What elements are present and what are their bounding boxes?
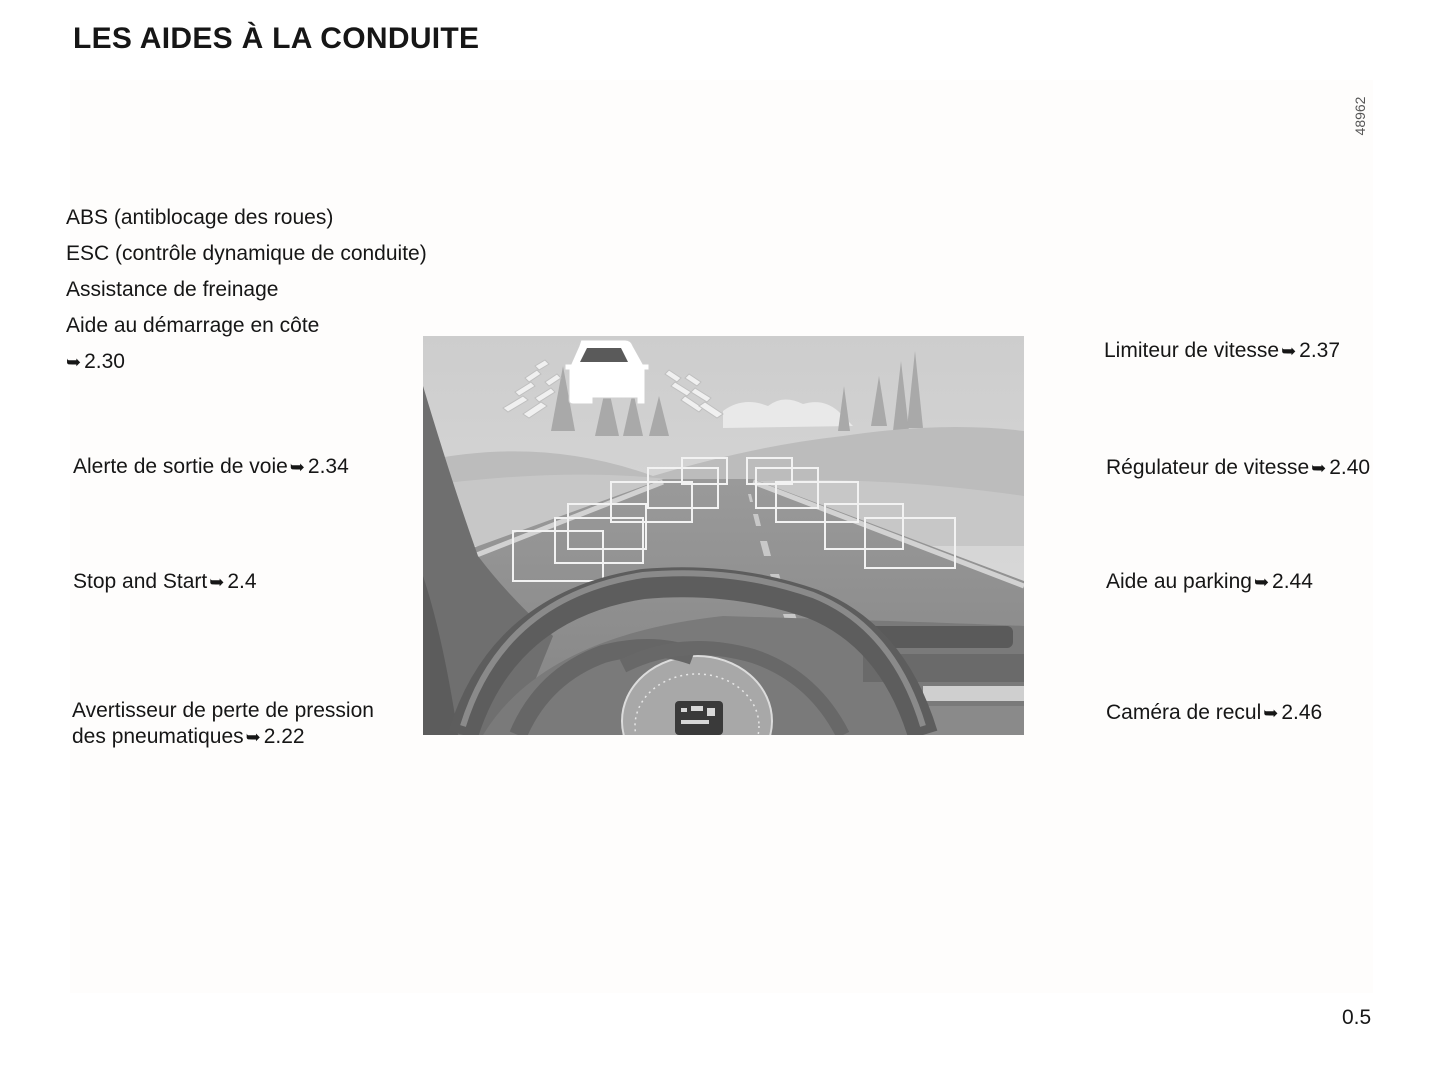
label-esc: ESC (contrôle dynamique de conduite) [66, 242, 427, 265]
page-ref-value: 2.4 [227, 570, 257, 593]
label-text: Caméra de recul [1106, 701, 1262, 724]
page-ref-value: 2.44 [1272, 570, 1313, 593]
label-lane-departure[interactable] [73, 454, 349, 480]
page-ref-value: 2.46 [1281, 701, 1323, 724]
label-abs: ABS (antiblocage des roues) [66, 206, 334, 229]
page-ref-value: 2.37 [1299, 339, 1341, 362]
page-ref-value: 2.34 [307, 455, 349, 478]
label-text: Régulateur de vitesse [1106, 456, 1310, 479]
arrow-icon: ➥ [1281, 341, 1297, 361]
arrow-icon: ➥ [1253, 572, 1270, 592]
label-text: Aide au parking [1106, 570, 1252, 593]
label-hill-start: Aide au démarrage en côte [66, 314, 320, 337]
arrow-icon: ➥ [245, 727, 261, 747]
label-speed-limiter[interactable] [1104, 338, 1340, 364]
label-text-line1: Avertisseur de perte de pression [72, 699, 374, 722]
label-reversing-camera[interactable] [1106, 700, 1322, 726]
label-stop-start[interactable] [73, 569, 257, 595]
arrow-icon: ➥ [1311, 458, 1327, 478]
label-parking-aid[interactable] [1106, 569, 1313, 595]
arrow-icon: ➥ [66, 352, 82, 372]
figure-reference-code: 48962 [1352, 96, 1368, 136]
arrow-icon: ➥ [209, 572, 225, 592]
page-ref-value: 2.30 [84, 350, 125, 373]
page-ref-link[interactable] [66, 349, 427, 385]
driving-aids-illustration [423, 336, 1024, 735]
page-number: 0.5 [1342, 1006, 1372, 1029]
arrow-icon: ➥ [289, 457, 305, 477]
label-text-line2: des pneumatiques [72, 725, 244, 748]
page-ref-value: 2.22 [263, 725, 305, 748]
arrow-icon: ➥ [1263, 703, 1279, 723]
page-ref-value: 2.40 [1329, 456, 1371, 479]
label-text: Alerte de sortie de voie [73, 455, 288, 478]
label-brake-assist: Assistance de freinage [66, 278, 279, 301]
label-tyre-pressure[interactable] [72, 698, 374, 750]
label-group-abs-esc [66, 205, 427, 385]
page-title: LES AIDES À LA CONDUITE [73, 22, 480, 55]
label-text: Stop and Start [73, 570, 208, 593]
label-text: Limiteur de vitesse [1104, 339, 1280, 362]
label-cruise-control[interactable] [1106, 455, 1370, 481]
